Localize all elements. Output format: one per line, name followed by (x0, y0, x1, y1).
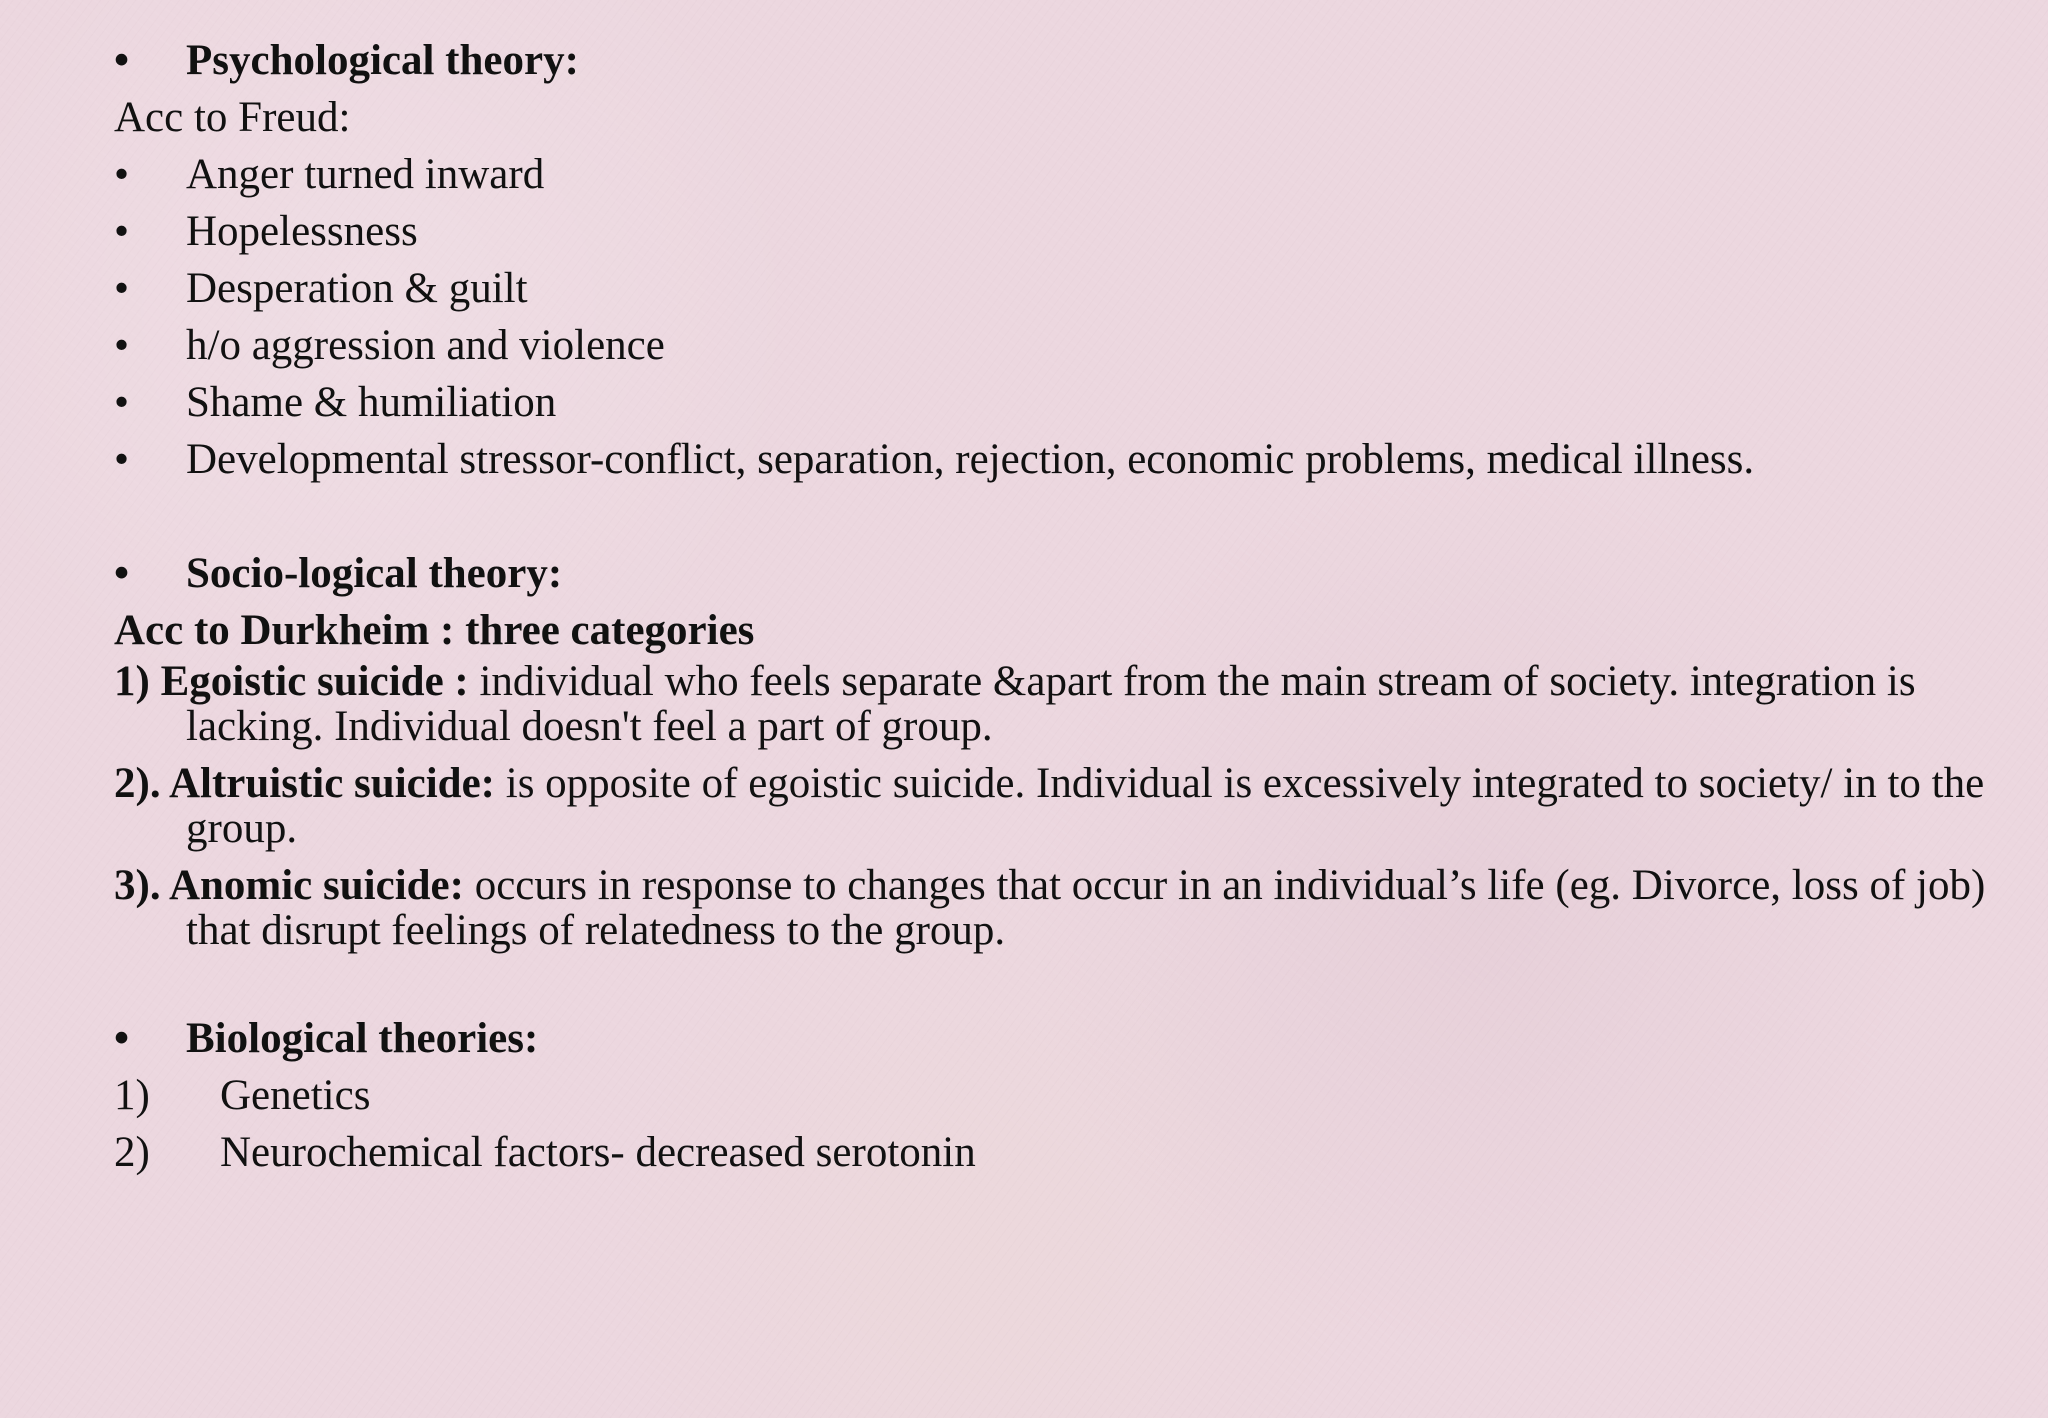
bullet-icon: • (114, 151, 130, 198)
numbered-item (114, 1124, 1994, 1181)
section-spacer (114, 488, 1994, 545)
category-text: individual who feels separate &apart from the main stream of society. integration is lacking. Individual doesn't feel a part of group. (186, 658, 1916, 750)
list-item-text: Anger turned inward (186, 151, 545, 198)
item-number: 2) (114, 1129, 150, 1176)
list-item-text: h/o aggression and violence (186, 322, 665, 369)
category-text: occurs in response to changes that occur in an individual’s life (eg. Divorce, loss of job) that disrupt feelings of relatedness to the group. (186, 862, 1986, 954)
bullet-icon: • (114, 1015, 130, 1062)
bullet-icon: • (114, 265, 130, 312)
bullet-icon: • (114, 208, 130, 255)
psychological-intro: Acc to Freud: (114, 94, 351, 141)
section-spacer (114, 965, 1994, 1010)
list-item-text: Desperation & guilt (186, 265, 528, 312)
list-item (114, 431, 1994, 488)
list-item (114, 317, 1994, 374)
numbered-item-text: Genetics (220, 1072, 371, 1119)
category-term: 1) Egoistic suicide : (114, 658, 469, 705)
bullet-icon: • (114, 550, 130, 597)
biological-heading-text: Biological theories: (186, 1015, 539, 1062)
category-item (114, 659, 1994, 749)
list-item (114, 146, 1994, 203)
category-term: 2). Altruistic suicide: (114, 760, 495, 807)
numbered-item-text: Neurochemical factors- decreased serotonin (220, 1129, 976, 1176)
bullet-icon: • (114, 322, 130, 369)
slide-content (114, 32, 1994, 1181)
bullet-icon: • (114, 37, 130, 84)
psychological-heading-text: Psychological theory: (186, 37, 579, 84)
category-item (114, 863, 1994, 953)
category-text: is opposite of egoistic suicide. Individual is excessively integrated to society/ in to the group. (186, 760, 1985, 852)
bullet-icon: • (114, 436, 130, 483)
sociological-heading-text: Socio-logical theory: (186, 550, 563, 597)
category-item (114, 761, 1994, 851)
list-item (114, 260, 1994, 317)
item-number: 1) (114, 1072, 150, 1119)
list-item (114, 203, 1994, 260)
biological-heading (114, 1010, 1994, 1067)
list-item-text: Hopelessness (186, 208, 418, 255)
psychological-heading (114, 32, 1994, 89)
numbered-item (114, 1067, 1994, 1124)
sociological-intro: Acc to Durkheim : three categories (114, 607, 755, 654)
list-item (114, 374, 1994, 431)
bullet-icon: • (114, 379, 130, 426)
category-term: 3). Anomic suicide: (114, 862, 464, 909)
sociological-heading (114, 545, 1994, 602)
list-item-text: Shame & humiliation (186, 379, 557, 426)
list-item-text: Developmental stressor-conflict, separation, rejection, economic problems, medical illness. (186, 436, 1755, 483)
